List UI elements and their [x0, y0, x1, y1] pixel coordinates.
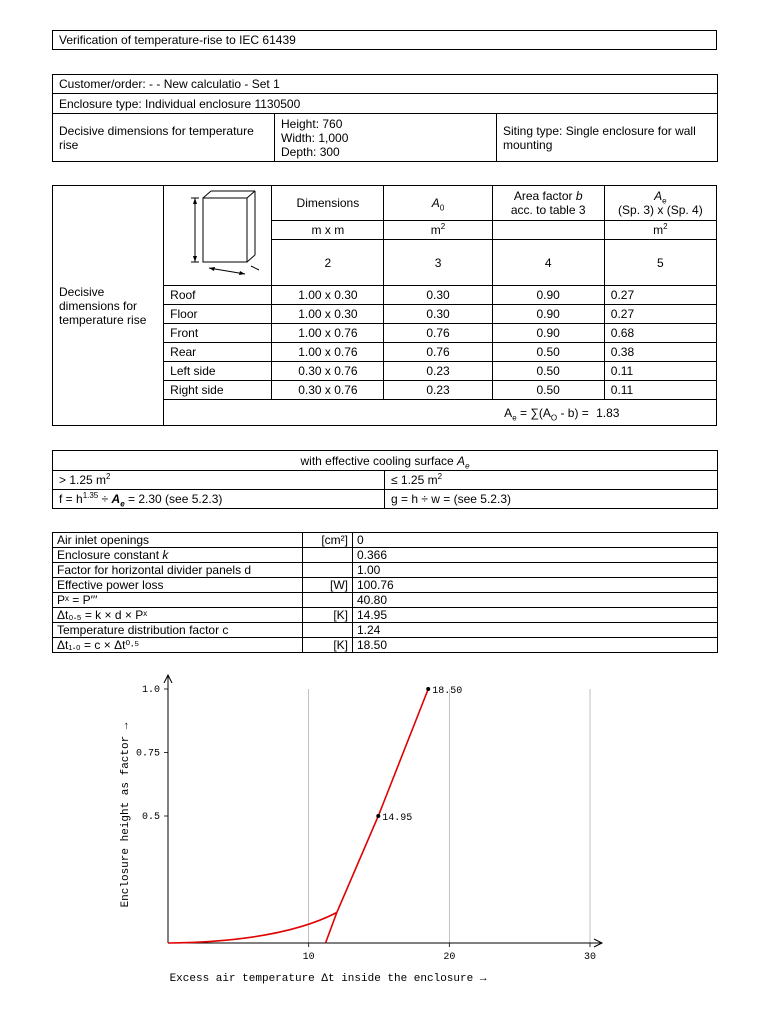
title-table — [52, 30, 717, 50]
dims-values — [275, 114, 497, 162]
cooling-le-text: ≤ 1.25 m — [391, 473, 438, 487]
col-area-factor — [492, 186, 604, 221]
cooling-header: with effective cooling surface $A_e$ — [53, 451, 718, 471]
sum-label: (A — [538, 405, 551, 420]
calc-label: Air inlet openings — [53, 533, 303, 548]
surface-name: Floor — [164, 305, 272, 324]
surfaces-row-label: Decisive dimensions for temperature rise — [53, 186, 164, 426]
calc-unit — [303, 563, 353, 578]
surface-dims: 0.30 x 0.76 — [272, 381, 384, 400]
surface-ae: 0.11 — [604, 362, 716, 381]
y-axis-label: Enclosure height as factor → — [120, 722, 132, 908]
surface-a0: 0.76 — [384, 343, 492, 362]
data-point — [426, 687, 430, 691]
cooling-gt-text: > 1.25 m — [59, 473, 107, 487]
surface-b: 0.90 — [492, 305, 604, 324]
surface-a0: 0.23 — [384, 362, 492, 381]
colnum-3: 3 — [384, 240, 492, 286]
surface-ae: 0.11 — [604, 381, 716, 400]
surface-a0: 0.30 — [384, 286, 492, 305]
chart-grid — [309, 689, 590, 943]
unit-ae-text: m — [653, 223, 664, 238]
surface-name: Front — [164, 324, 272, 343]
surface-ae: 0.27 — [604, 305, 716, 324]
sum-row: $A_e = \sum(A_O - b) = 1.83$ — [164, 400, 717, 426]
calc-value: 1.00 — [353, 563, 718, 578]
surfaces-table — [52, 185, 717, 426]
surface-name: Roof — [164, 286, 272, 305]
table-row — [53, 638, 718, 653]
area-factor-label-2: acc. to table 3 — [510, 203, 586, 218]
colnum-2: 2 — [272, 240, 384, 286]
x-tick-label: 10 — [302, 952, 315, 963]
chart-axes — [136, 675, 602, 963]
f-formula-cell: $f = h^{1.35} \div A_e = 2.30$ (see 5.2.3) — [53, 490, 385, 509]
surface-dims: 1.00 x 0.30 — [272, 305, 384, 324]
x-tick-label: 30 — [583, 952, 597, 963]
dims-label: Decisive dimensions for temperature rise — [53, 114, 275, 162]
calc-label — [53, 548, 303, 563]
surface-dims: 1.00 x 0.76 — [272, 324, 384, 343]
table-row — [53, 578, 718, 593]
surface-a0: 0.76 — [384, 324, 492, 343]
col-dimensions: Dimensions — [272, 186, 384, 221]
surface-dims: 1.00 x 0.30 — [272, 286, 384, 305]
table-row — [53, 608, 718, 623]
ae-symbol: A — [654, 189, 663, 204]
x-axis-label: Excess air temperature Δt inside the enclosure → — [169, 973, 487, 985]
height-value: Height: 760 — [281, 116, 343, 131]
ae-sum-symbol: $A_e$ = ∑ — [504, 405, 539, 422]
y-tick-label: 0.75 — [135, 748, 160, 760]
calc-unit: [W] — [303, 578, 353, 593]
enclosure-table — [52, 74, 718, 162]
table-row — [53, 533, 718, 548]
data-label: 14.95 — [382, 813, 413, 824]
cooling-table — [52, 450, 718, 509]
enclosure-sketch-icon — [173, 186, 263, 282]
f-formula: = 2.30 (see 5.2.3) — [124, 492, 223, 506]
calc-label-text: Enclosure constant — [57, 547, 160, 562]
calc-label: Temperature distribution factor c — [53, 623, 303, 638]
colnum-4: 4 — [492, 240, 604, 286]
surface-ae: 0.68 — [604, 324, 716, 343]
table-row — [53, 593, 718, 608]
page-title: Verification of temperature-rise to IEC 61439 — [53, 31, 717, 50]
calc-value: 0 — [353, 533, 718, 548]
col-ae — [604, 186, 716, 221]
calc-label: Pˣ = P′′′ — [53, 593, 303, 608]
surface-a0: 0.30 — [384, 305, 492, 324]
table-row — [53, 623, 718, 638]
sum-value: 1.83 — [596, 405, 620, 420]
sum-label-2: - b) = — [557, 405, 593, 420]
surface-a0: 0.23 — [384, 381, 492, 400]
calc-unit: [cm²] — [303, 533, 353, 548]
surface-b: 0.50 — [492, 343, 604, 362]
surface-b: 0.50 — [492, 362, 604, 381]
temperature-rise-chart — [100, 665, 620, 995]
area-factor-label: Area factor — [513, 189, 573, 204]
x-tick-label: 20 — [443, 952, 456, 963]
data-label: 18.50 — [432, 686, 463, 697]
calc-unit — [303, 593, 353, 608]
calc-unit — [303, 548, 353, 563]
calc-label: Δt₀.₅ = k × d × Pˣ — [53, 608, 303, 623]
surface-name: Rear — [164, 343, 272, 362]
a0-sub: 0 — [439, 203, 445, 213]
siting-type: Siting type: Single enclosure for wall mounting — [497, 114, 718, 162]
calc-value: 0.366 — [353, 548, 718, 563]
surface-dims: 0.30 x 0.76 — [272, 362, 384, 381]
calc-label-italic: k — [162, 547, 169, 562]
calc-value: 1.24 — [353, 623, 718, 638]
data-point — [376, 814, 380, 818]
calc-unit: [K] — [303, 608, 353, 623]
table-row — [53, 563, 718, 578]
g-formula: g = h ÷ w = (see 5.2.3) — [385, 490, 718, 509]
ae-sub: e — [662, 196, 667, 206]
calc-label: Factor for horizontal divider panels d — [53, 563, 303, 578]
surface-ae: 0.27 — [604, 286, 716, 305]
surface-name: Right side — [164, 381, 272, 400]
calc-table — [52, 532, 718, 653]
calc-value: 18.50 — [353, 638, 718, 653]
width-value: Width: 1,000 — [281, 130, 349, 145]
surface-ae: 0.38 — [604, 343, 716, 362]
enclosure-type: Enclosure type: Individual enclosure 1130500 — [53, 94, 718, 114]
surface-name: Left side — [164, 362, 272, 381]
calc-label: Δt₁.₀ = c × Δt⁰·⁵ — [53, 638, 303, 653]
enclosure-sketch — [164, 186, 272, 286]
calc-value: 100.76 — [353, 578, 718, 593]
unit-a0: $m^2$ — [384, 221, 492, 240]
calc-label: Effective power loss — [53, 578, 303, 593]
depth-value: Depth: 300 — [281, 144, 340, 159]
y-tick-label: 0.5 — [141, 812, 160, 823]
unit-dimensions: m x m — [272, 221, 384, 240]
surface-b: 0.90 — [492, 324, 604, 343]
colnum-5: 5 — [604, 240, 716, 286]
calc-unit — [303, 623, 353, 638]
cooling-le: ≤ 1.25 $m^2$ — [385, 471, 718, 490]
cooling-gt: > 1.25 $m^2$ — [53, 471, 385, 490]
ae-label-2: (Sp. 3) x (Sp. 4) — [618, 203, 703, 218]
table-row — [53, 548, 718, 563]
area-factor-b: b — [575, 189, 583, 204]
surface-dims: 1.00 x 0.76 — [272, 343, 384, 362]
y-tick-label: 1.0 — [141, 685, 160, 696]
unit-blank — [492, 221, 604, 240]
col-a0 — [384, 186, 492, 221]
a0-symbol: A — [431, 196, 440, 211]
surface-b: 0.90 — [492, 286, 604, 305]
unit-ae: $m^2$ — [604, 221, 716, 240]
cooling-header-text: with effective cooling surface — [300, 453, 454, 468]
surface-b: 0.50 — [492, 381, 604, 400]
unit-a0-text: m — [430, 223, 441, 238]
calc-unit: [K] — [303, 638, 353, 653]
calc-value: 40.80 — [353, 593, 718, 608]
calc-value: 14.95 — [353, 608, 718, 623]
customer-order: Customer/order: - - New calculatio - Set 1 — [53, 75, 718, 94]
